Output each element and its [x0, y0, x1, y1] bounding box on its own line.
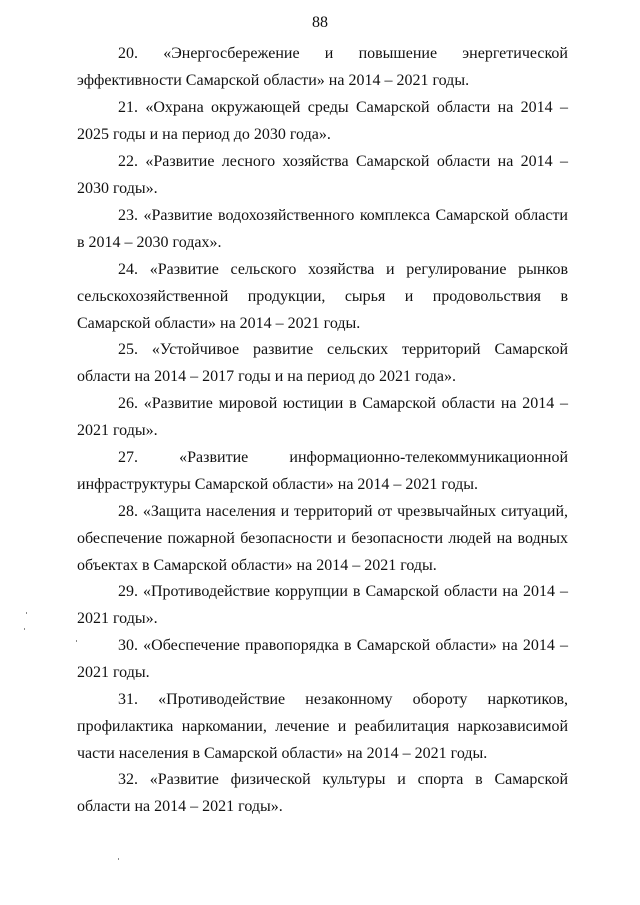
item-text: «Развитие водохозяйственного комплекса Самарской области в 2014 – 2030 годах». [77, 207, 568, 251]
list-item [77, 256, 568, 337]
item-text: «Развитие информационно-телекоммуникационной инфраструктуры Самарской области» на 2014 – 2021 годы. [77, 449, 568, 493]
item-number: 22. [118, 153, 138, 170]
list-item [77, 498, 568, 579]
item-number: 30. [118, 637, 138, 654]
item-number: 31. [118, 691, 138, 708]
item-text: «Противодействие незаконному обороту наркотиков, профилактика наркомании, лечение и реабилитация наркозависимой части населения в Самарской области» на 2014 – 2021 годы. [77, 691, 568, 762]
item-text: «Обеспечение правопорядка в Самарской области» на 2014 – 2021 годы. [77, 637, 568, 681]
item-number: 27. [118, 449, 138, 466]
list-item [77, 94, 568, 148]
item-text: «Энергосбережение и повышение энергетической эффективности Самарской области» на 2014 – 2021 годы. [77, 45, 568, 89]
scan-speck [26, 612, 27, 614]
item-number: 23. [118, 207, 138, 224]
scan-speck [76, 640, 77, 642]
list-item [77, 444, 568, 498]
list-item [77, 686, 568, 767]
item-number: 29. [118, 583, 138, 600]
item-text: «Устойчивое развитие сельских территорий Самарской области на 2014 – 2017 годы и на период до 2021 года». [77, 341, 569, 385]
list-item [77, 40, 568, 94]
scan-speck [118, 858, 119, 860]
item-text: «Защита населения и территорий от чрезвычайных ситуаций, обеспечение пожарной безопасности и безопасности людей на водных объектах в Самарской области» на 2014 – 2021 годы. [77, 503, 569, 574]
scan-speck [24, 628, 25, 630]
item-number: 20. [118, 45, 138, 62]
list-item [77, 390, 568, 444]
list-item [77, 148, 568, 202]
list-item [77, 766, 568, 820]
item-text: «Развитие мировой юстиции в Самарской области на 2014 – 2021 годы». [77, 395, 568, 439]
item-number: 28. [118, 503, 138, 520]
item-number: 24. [118, 261, 138, 278]
page-number: 88 [312, 14, 328, 31]
item-number: 21. [118, 99, 138, 116]
item-text: «Охрана окружающей среды Самарской области на 2014 – 2025 годы и на период до 2030 года». [77, 99, 569, 143]
list-item [77, 202, 568, 256]
item-number: 32. [118, 771, 138, 788]
list-item [77, 632, 568, 686]
list-item [77, 336, 568, 390]
item-text: «Противодействие коррупции в Самарской области на 2014 – 2021 годы». [77, 583, 569, 627]
item-text: «Развитие физической культуры и спорта в Самарской области на 2014 – 2021 годы». [77, 771, 569, 815]
item-text: «Развитие сельского хозяйства и регулирование рынков сельскохозяйственной продукции, сырья и продовольствия в Самарской области» на 2014 – 2021 годы. [77, 261, 569, 332]
item-number: 26. [118, 395, 138, 412]
list-item [77, 578, 568, 632]
item-text: «Развитие лесного хозяйства Самарской области на 2014 – 2030 годы». [77, 153, 568, 197]
item-number: 25. [118, 341, 138, 358]
